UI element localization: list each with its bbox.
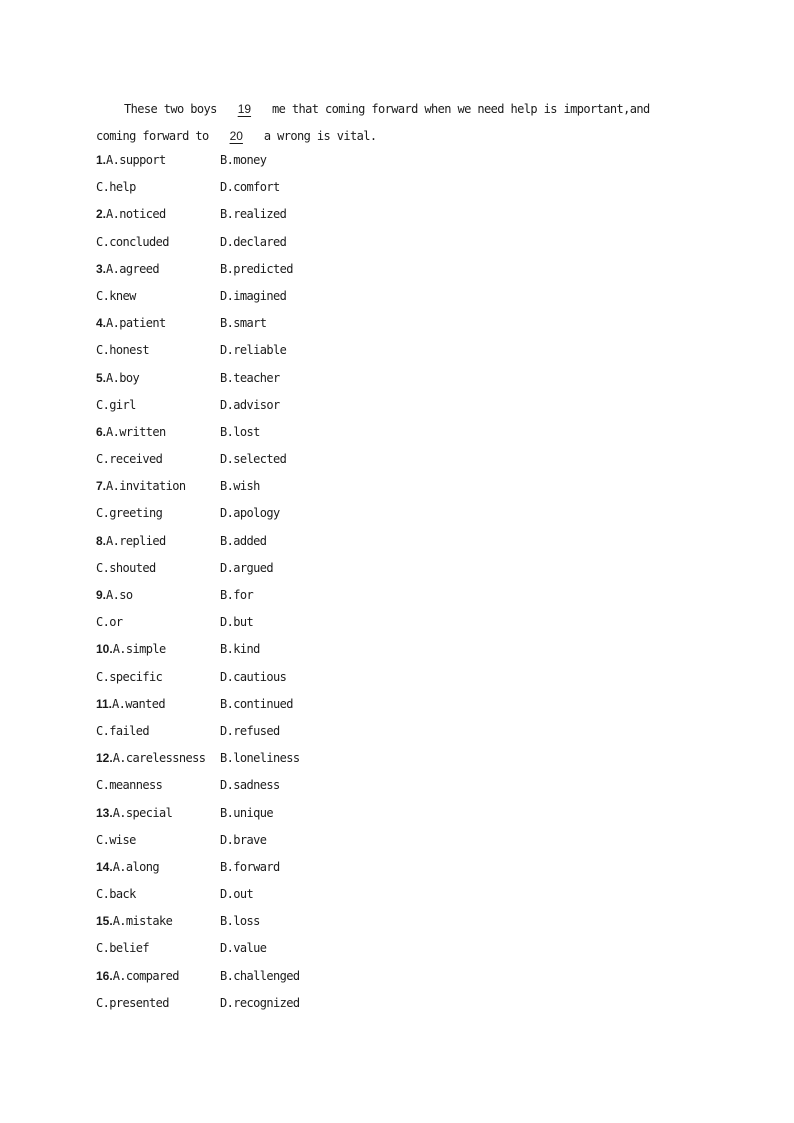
question-row-cd bbox=[96, 720, 496, 747]
option-a bbox=[96, 421, 166, 443]
option-c: C.knew bbox=[96, 288, 136, 303]
option-a bbox=[96, 802, 172, 824]
option-a-text: A.wanted bbox=[112, 696, 166, 711]
option-d: D.brave bbox=[220, 832, 267, 847]
question-row-ab bbox=[96, 530, 496, 557]
option-c: C.presented bbox=[96, 995, 169, 1010]
question-number: 11. bbox=[96, 696, 113, 711]
question-number: 8. bbox=[96, 533, 107, 548]
option-a bbox=[96, 149, 166, 171]
question-number: 16. bbox=[96, 968, 113, 983]
option-b: B.lost bbox=[220, 424, 260, 439]
option-c: C.concluded bbox=[96, 234, 169, 249]
option-a-text: A.special bbox=[112, 805, 173, 820]
option-c: C.girl bbox=[96, 397, 136, 412]
passage-line-1 bbox=[96, 96, 696, 123]
option-b: B.unique bbox=[220, 805, 273, 820]
question-row-cd bbox=[96, 611, 496, 638]
option-d: D.recognized bbox=[220, 995, 300, 1010]
option-b: B.wish bbox=[220, 479, 260, 494]
option-a-text: A.agreed bbox=[106, 261, 160, 276]
option-c: C.meanness bbox=[96, 778, 163, 793]
option-b: B.teacher bbox=[220, 370, 280, 385]
question-number: 2. bbox=[96, 207, 107, 222]
option-a-text: A.carelessness bbox=[112, 751, 206, 766]
option-a-text: A.compared bbox=[112, 968, 179, 983]
option-a bbox=[96, 530, 166, 552]
option-b: B.added bbox=[220, 533, 267, 548]
passage-line-2-pre: coming forward to bbox=[96, 129, 216, 143]
question-row-ab bbox=[96, 367, 496, 394]
option-a bbox=[96, 910, 172, 932]
question-row-cd bbox=[96, 448, 496, 475]
option-b: B.predicted bbox=[220, 261, 293, 276]
option-c: C.greeting bbox=[96, 506, 163, 521]
option-a-text: A.written bbox=[106, 424, 166, 439]
question-row-ab bbox=[96, 312, 496, 339]
question-number: 14. bbox=[96, 859, 113, 874]
question-row-cd bbox=[96, 394, 496, 421]
question-row-ab bbox=[96, 203, 496, 230]
option-b: B.money bbox=[220, 153, 267, 167]
question-row-cd bbox=[96, 883, 496, 910]
option-d: D.value bbox=[220, 941, 267, 956]
question-number: 4. bbox=[96, 316, 107, 331]
question-row-cd bbox=[96, 992, 496, 1019]
option-a-text: A.replied bbox=[106, 533, 166, 548]
question-row-ab bbox=[96, 965, 496, 992]
option-c: C.back bbox=[96, 887, 136, 902]
option-c: C.received bbox=[96, 452, 163, 467]
option-d: D.cautious bbox=[220, 669, 287, 684]
passage-line-1-pre: These two boys bbox=[124, 102, 224, 116]
option-b: B.kind bbox=[220, 642, 260, 657]
question-row-ab bbox=[96, 258, 496, 285]
option-a bbox=[96, 747, 205, 769]
question-number: 1. bbox=[96, 153, 107, 167]
question-number: 12. bbox=[96, 751, 113, 766]
question-number: 15. bbox=[96, 914, 113, 929]
option-b: B.challenged bbox=[220, 968, 300, 983]
question-number: 10. bbox=[96, 642, 113, 657]
question-row-ab bbox=[96, 856, 496, 883]
option-d: D.sadness bbox=[220, 778, 280, 793]
option-a-text: A.along bbox=[112, 859, 160, 874]
option-d: D.refused bbox=[220, 723, 280, 738]
question-row-ab bbox=[96, 910, 496, 937]
option-a bbox=[96, 475, 186, 497]
option-a bbox=[96, 638, 166, 660]
question-row-ab bbox=[96, 638, 496, 665]
option-a bbox=[96, 965, 179, 987]
option-c: C.failed bbox=[96, 723, 149, 738]
question-row-cd bbox=[96, 557, 496, 584]
question-row-cd bbox=[96, 666, 496, 693]
question-row-cd bbox=[96, 285, 496, 312]
question-row-cd bbox=[96, 231, 496, 258]
question-row-cd bbox=[96, 176, 496, 203]
question-row-cd bbox=[96, 937, 496, 964]
option-b: B.loneliness bbox=[220, 751, 300, 766]
question-number: 5. bbox=[96, 370, 107, 385]
option-b: B.continued bbox=[220, 696, 293, 711]
question-row-ab bbox=[96, 421, 496, 448]
option-a-text: A.mistake bbox=[112, 914, 173, 929]
question-row-ab bbox=[96, 747, 496, 774]
option-b: B.realized bbox=[220, 207, 287, 222]
option-a-text: A.patient bbox=[106, 316, 166, 331]
option-c: C.honest bbox=[96, 343, 149, 358]
question-row-cd bbox=[96, 339, 496, 366]
option-d: D.reliable bbox=[220, 343, 287, 358]
option-d: D.but bbox=[220, 615, 254, 630]
option-d: D.out bbox=[220, 887, 254, 902]
option-a-text: A.boy bbox=[106, 370, 140, 385]
option-d: D.apology bbox=[220, 506, 280, 521]
question-row-cd bbox=[96, 829, 496, 856]
option-c: C.specific bbox=[96, 669, 163, 684]
option-d: D.declared bbox=[220, 234, 287, 249]
option-a bbox=[96, 258, 159, 280]
option-a-text: A.invitation bbox=[106, 479, 186, 494]
option-c: C.or bbox=[96, 615, 123, 630]
passage-text bbox=[96, 96, 696, 150]
option-d: D.argued bbox=[220, 560, 273, 575]
question-row-ab bbox=[96, 693, 496, 720]
option-b: B.loss bbox=[220, 914, 260, 929]
option-a-text: A.support bbox=[106, 153, 166, 167]
option-b: B.smart bbox=[220, 316, 267, 331]
option-a bbox=[96, 367, 139, 389]
option-d: D.imagined bbox=[220, 288, 287, 303]
option-a bbox=[96, 203, 166, 225]
option-c: C.help bbox=[96, 180, 136, 195]
option-d: D.comfort bbox=[220, 180, 280, 195]
question-number: 9. bbox=[96, 588, 107, 602]
option-a bbox=[96, 693, 165, 715]
option-b: B.for bbox=[220, 588, 254, 602]
question-number: 6. bbox=[96, 424, 107, 439]
option-d: D.advisor bbox=[220, 397, 280, 412]
option-a bbox=[96, 312, 166, 334]
option-a-text: A.simple bbox=[112, 642, 166, 657]
option-c: C.shouted bbox=[96, 560, 156, 575]
option-b: B.forward bbox=[220, 859, 280, 874]
blank-20: 20 bbox=[229, 129, 243, 143]
question-number: 13. bbox=[96, 805, 113, 820]
question-row-ab bbox=[96, 802, 496, 829]
question-row-cd bbox=[96, 502, 496, 529]
passage-line-2 bbox=[96, 123, 696, 150]
option-d: D.selected bbox=[220, 452, 287, 467]
option-a bbox=[96, 856, 159, 878]
option-c: C.wise bbox=[96, 832, 136, 847]
question-row-ab bbox=[96, 149, 496, 176]
passage-line-2-post: a wrong is vital. bbox=[257, 129, 377, 143]
option-a bbox=[96, 584, 133, 606]
option-a-text: A.noticed bbox=[106, 207, 166, 222]
question-number: 7. bbox=[96, 479, 107, 494]
option-c: C.belief bbox=[96, 941, 149, 956]
blank-19: 19 bbox=[237, 102, 252, 116]
question-row-cd bbox=[96, 774, 496, 801]
passage-line-1-post: me that coming forward when we need help is important,and bbox=[265, 102, 650, 116]
question-options-list bbox=[96, 149, 496, 1019]
option-a-text: A.so bbox=[106, 588, 133, 602]
question-number: 3. bbox=[96, 261, 107, 276]
question-row-ab bbox=[96, 584, 496, 611]
question-row-ab bbox=[96, 475, 496, 502]
